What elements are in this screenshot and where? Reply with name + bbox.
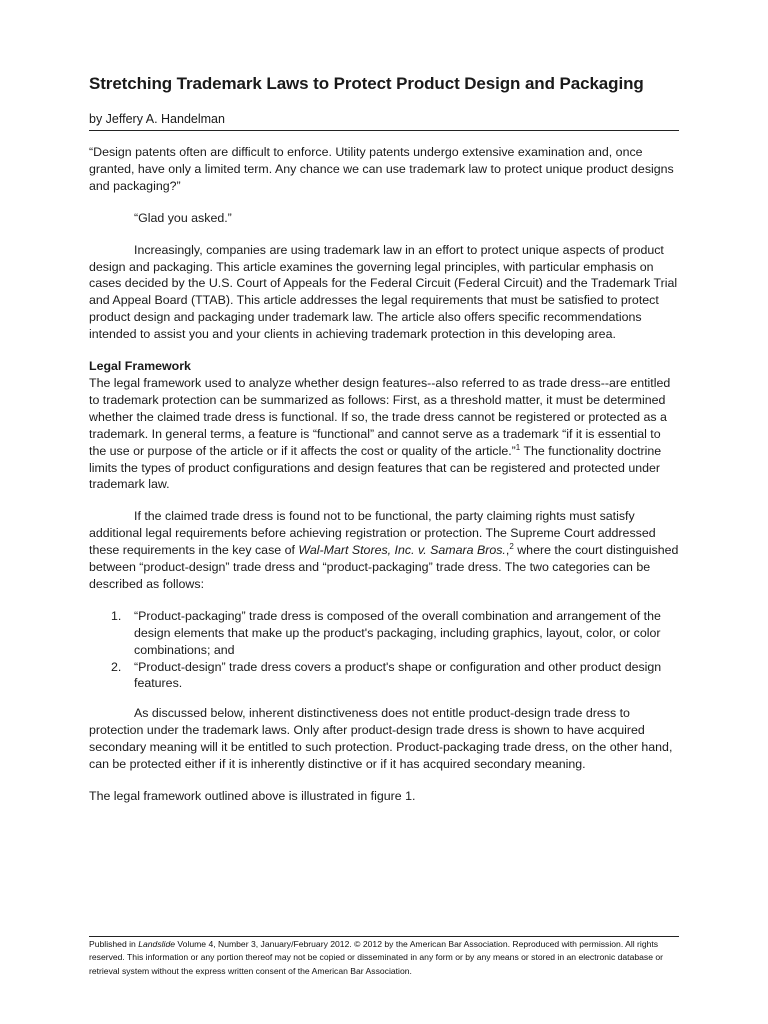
list-item-number: 1. — [111, 608, 122, 623]
legal-framework-paragraph — [89, 375, 679, 493]
list-item-number: 2. — [111, 659, 122, 674]
header-divider — [89, 130, 679, 131]
claimed-text-part-2: where the court distinguished between “product-design” trade dress and “product-packaging” trade dress. The two categories can be described as follows: — [89, 543, 679, 591]
intro-paragraph: Increasingly, companies are using trademark law in an effort to protect unique aspects of product design and packaging. This article examines the governing legal principles, with particular emphasis on cases decided by the U.S. Court of Appeals for the Federal Circuit (Federal Circuit) and the Trademark Trial and Appeal Board (TTAB). This article addresses the legal requirements that must be satisfied to protect product design and packaging under trademark law. The article also offers specific recommendations intended to assist you and your clients in achieving trademark protection in this developing area. — [89, 242, 678, 342]
footer-prefix: Published in — [89, 939, 139, 949]
document-title: Stretching Trademark Laws to Protect Product Design and Packaging — [89, 74, 644, 93]
footnote-ref-2: 2 — [509, 542, 514, 551]
trade-dress-categories-list — [89, 608, 679, 693]
claimed-text-part-1: If the claimed trade dress is found not to be functional, the party claiming rights must satisfy additional legal requirements before achieving registration or protection. The Supreme Court addressed these requirements in the key case of — [89, 509, 656, 558]
list-item — [89, 659, 679, 693]
claimed-trade-dress-paragraph — [89, 508, 679, 593]
distinctiveness-paragraph: As discussed below, inherent distinctiveness does not entitle product-design trade dress to protection under the trademark laws. Only after product-design trade dress is shown to have acquired secondary meaning will it be entitled to such protection. Product-packaging trade dress, on the other hand, can be protected either if it is inherently distinctive or if it has acquired secondary meaning. — [89, 706, 673, 772]
legal-text-part-2: The functionality doctrine limits the types of product configurations and design features that can be registered and protected under trademark law. — [89, 443, 662, 492]
article-body — [89, 144, 679, 820]
publication-footer — [89, 938, 679, 978]
figure-reference-paragraph: The legal framework outlined above is illustrated in figure 1. — [89, 789, 416, 803]
list-item — [89, 608, 679, 659]
footer-publication: Landslide — [138, 939, 176, 949]
footer-divider — [89, 936, 679, 937]
intro-quote: “Design patents often are difficult to enforce. Utility patents undergo extensive examination and, once granted, have only a limited term. Any chance we can use trademark law to protect unique product designs and packaging?” — [89, 145, 674, 193]
footer-rights-text: Volume 4, Number 3, January/February 2012. © 2012 by the American Bar Association. Reproduced with permission. All rights reserved. This information or any portion thereof may not be copied or disseminated in any form or by any means or stored in an electronic database or retrieval system without the express written consent of the American Bar Association. — [89, 939, 664, 976]
list-item-text: “Product-design” trade dress covers a product's shape or configuration and other product design features. — [134, 659, 662, 691]
footnote-ref-1: 1 — [515, 442, 521, 452]
case-comma: , — [505, 543, 510, 558]
reply-paragraph: “Glad you asked.” — [134, 210, 232, 225]
author-byline: by Jeffery A. Handelman — [89, 112, 225, 126]
list-item-text: “Product-packaging” trade dress is composed of the overall combination and arrangement of the design elements that make up the product's packaging, including graphics, layout, color, or color combinations; and — [134, 608, 661, 657]
case-name: Wal-Mart Stores, Inc. v. Samara Bros. — [298, 543, 506, 558]
section-heading-legal-framework: Legal Framework — [89, 359, 191, 374]
legal-text-part-1: The legal framework used to analyze whether design features--also referred to as trade dress--are entitled to trademark protection can be summarized as follows: First, as a threshold matter, it must be determined whether the claimed trade dress is functional. If so, the trade dress cannot be registered or protected as a trademark. In general terms, a feature is “functional” and cannot serve as a trademark “if it is essential to the use or purpose of the article or if it affects the cost or quality of the article.” — [89, 375, 671, 458]
